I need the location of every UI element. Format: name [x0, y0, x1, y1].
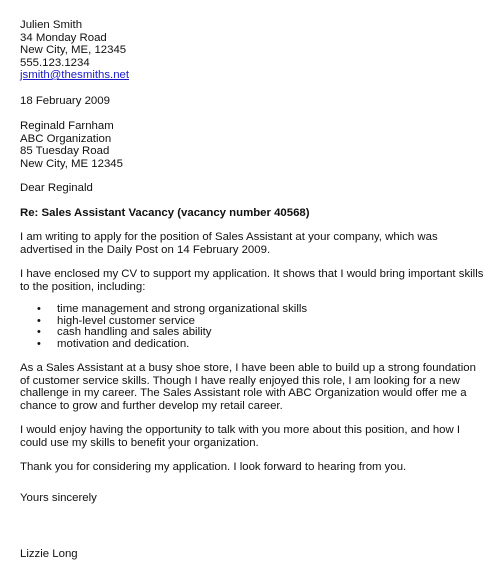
paragraph-line: I am writing to apply for the position of Sales Assistant at your company, which was: [20, 231, 438, 243]
sender-phone: 555.123.1234: [20, 56, 90, 69]
paragraph-line: could use my skills to benefit your organization.: [20, 436, 259, 449]
paragraph-1: [20, 231, 490, 256]
sender-street: 34 Monday Road: [20, 31, 107, 44]
paragraph-line: As a Sales Assistant at a busy shoe store, I have been able to build up a strong foundation: [20, 362, 476, 374]
paragraph-line: advertised in the Daily Post on 14 February 2009.: [20, 243, 271, 256]
skills-list: [20, 304, 490, 350]
letter-date: 18 February 2009: [20, 94, 110, 107]
sender-address-block: [20, 19, 490, 82]
subject-line: Re: Sales Assistant Vacancy (vacancy number 40568): [20, 206, 310, 219]
list-item: • cash handling and sales ability: [20, 327, 490, 339]
paragraph-line: challenge in my career. The Sales Assistant role with ABC Organization would offer me a: [20, 387, 467, 399]
paragraph-line: of customer service skills. Though I have really enjoyed this role, I am looking for a new: [20, 374, 460, 387]
paragraph-3: [20, 362, 490, 412]
paragraph-line: chance to grow and further develop my retail career.: [20, 399, 283, 412]
sender-email-link[interactable]: jsmith@thesmiths.net: [20, 69, 130, 81]
sender-city: New City, ME, 12345: [20, 44, 127, 56]
paragraph-5: [20, 461, 490, 474]
paragraph-line: I would enjoy having the opportunity to talk with you more about this position, and how I: [20, 424, 461, 436]
recipient-organization: ABC Organization: [20, 132, 112, 145]
cover-letter: [20, 19, 490, 561]
recipient-name: Reginald Farnham: [20, 120, 114, 132]
signature-name: Lizzie Long: [20, 548, 78, 560]
recipient-street: 85 Tuesday Road: [20, 145, 110, 157]
paragraph-line: I have enclosed my CV to support my application. It shows that I would bring important skills: [20, 268, 484, 280]
paragraph-line: to the position, including:: [20, 280, 146, 293]
list-item: • high-level customer service: [20, 316, 490, 328]
sender-name: Julien Smith: [20, 19, 83, 31]
recipient-address-block: [20, 120, 490, 170]
paragraph-line: Thank you for considering my application. I look forward to hearing from you.: [20, 461, 407, 473]
paragraph-2: [20, 268, 490, 293]
closing: Yours sincerely: [20, 491, 97, 504]
recipient-city: New City, ME 12345: [20, 157, 123, 170]
paragraph-4: [20, 424, 490, 449]
list-item: • time management and strong organizational skills: [20, 304, 490, 316]
salutation: Dear Reginald: [20, 182, 93, 194]
list-item: • motivation and dedication.: [20, 339, 490, 351]
